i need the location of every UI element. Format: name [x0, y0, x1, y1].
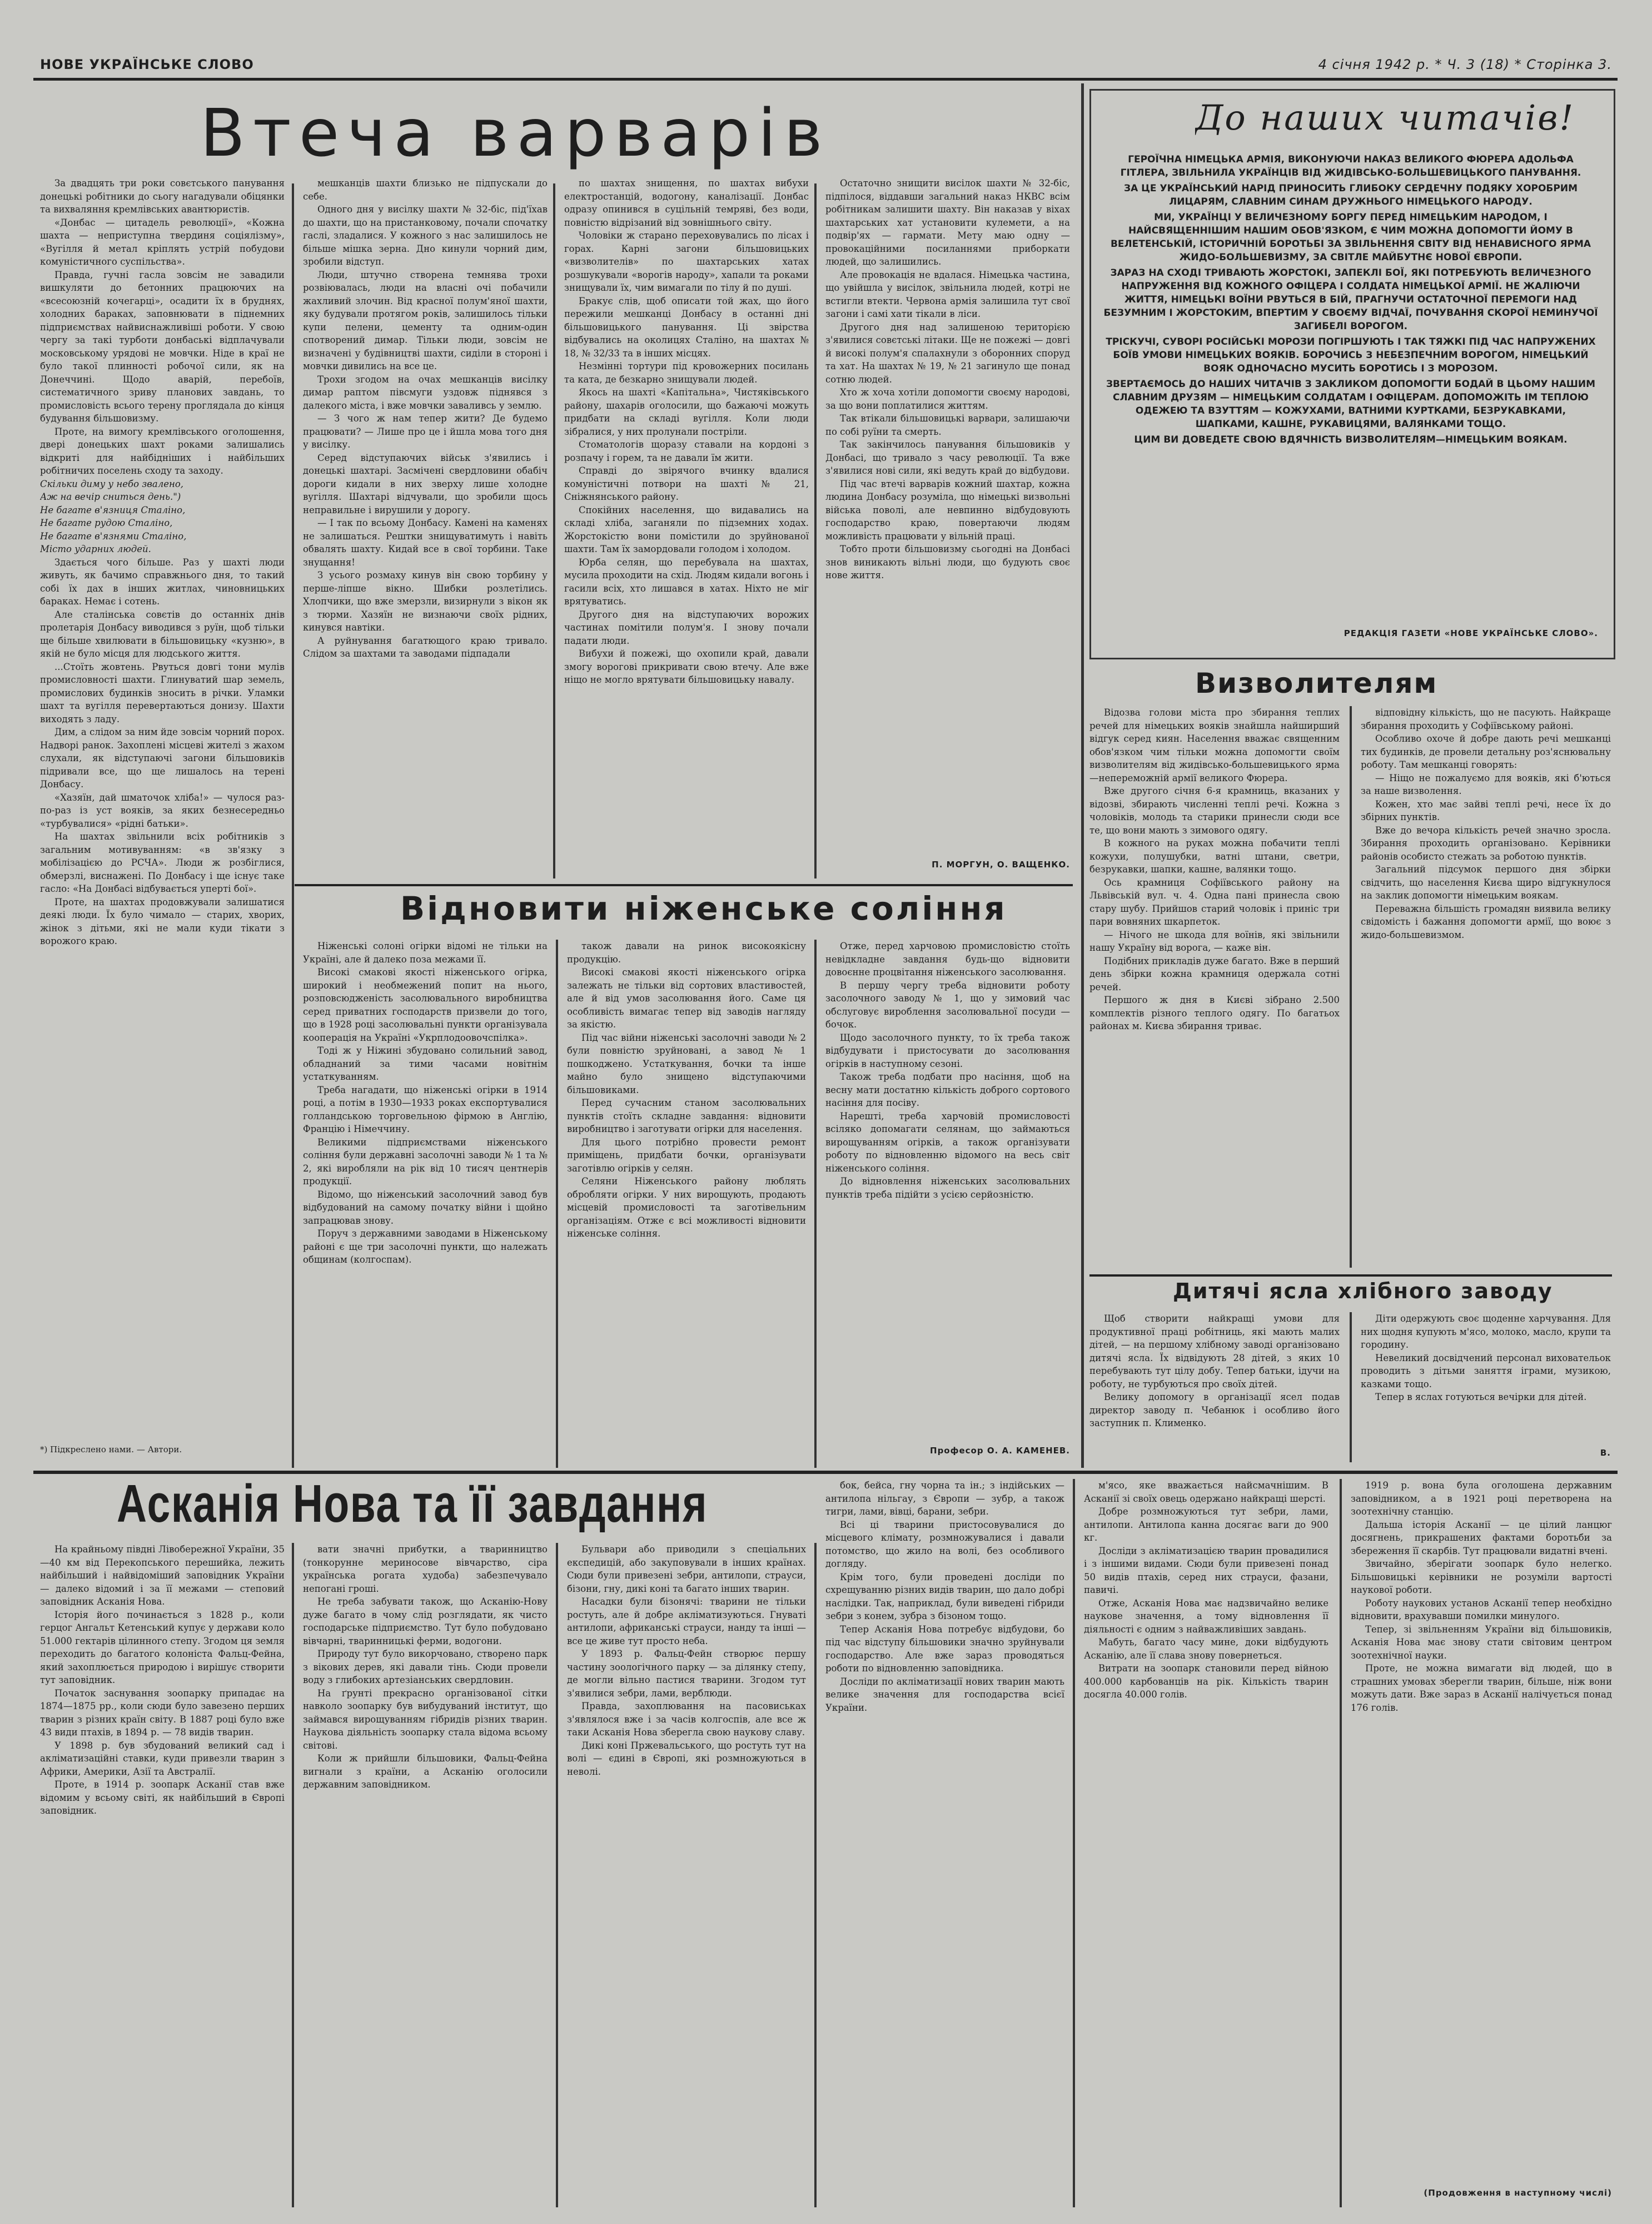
- flight-column-1: [40, 177, 285, 1133]
- paragraph: Особливо охоче й добре дають речі мешканці тих будинків, де провели детальну роз'яснювальну роботу. Там мешканці говорять:: [1361, 733, 1611, 770]
- paragraph: До відновлення ніженських засолювальних пунктів треба підійти з усією серйозністю.: [825, 1176, 1070, 1200]
- paragraph: Відозва голови міста про збирання теплих речей для німецьких вояків знайшла найширший відгук серед киян. Населення вважає священним обов'язком чим тільки можна допомогти своїм визволителям від жидівсько-большевицького ярма—непереможній армії великого Фюрера.: [1089, 707, 1340, 783]
- paragraph: Другого дня над залишеною територією з'явилися совєтські літаки. Ще не пожежі — довгі й високі полум'я спалахнули з оборонних споруд та хат. На шахтах № 19, № 21 загинуло ще понад сотню людей.: [825, 321, 1070, 385]
- liberators-column-1: [1089, 706, 1340, 1268]
- nursery-column-2: [1361, 1312, 1611, 1446]
- appeal-paragraph: ЗА ЦЕ УКРАЇНСЬКИЙ НАРІД ПРИНОСИТЬ ГЛИБОКУ СЕРДЕЧНУ ПОДЯКУ ХОРОБРИМ ЛИЦАРЯМ, СЛАВНИМ СИНАМ ДРУЖНЬОГО НІМЕЦЬКОГО НАРОДУ.: [1124, 183, 1578, 207]
- paragraph: Високі смакові якості ніженського огірка залежать не тільки від сортових властивостей, але й від умов засолювання його. Саме ця особливість вимагає тепер від заводів нагляду за якістю.: [567, 967, 806, 1030]
- askania-column-1: [40, 1543, 285, 2205]
- column-rule: [1073, 1479, 1075, 2207]
- paragraph: Загальний підсумок першого дня збірки свідчить, що населення Києва щиро відгукнулося на заклик допомогти німецьким воякам.: [1361, 864, 1611, 901]
- headline-flight: Втеча варварів: [200, 95, 830, 171]
- section-rule: [295, 884, 1073, 886]
- paragraph: 1919 р. вона була оголошена державним заповідником, а в 1921 році перетворена на зоотехнічну станцію.: [1351, 1480, 1612, 1517]
- paragraph: Природу тут було викорчовано, створено парк з вікових дерев, які давали тінь. Сюди провели воду з глибоких артезіанських свердловин.: [303, 1649, 548, 1685]
- poem: Скільки диму у небо звалено, Аж на вечір сниться день.") Не багате в'язниця Сталіно, Не багате рудою Сталіно, Не багате в'язнями Сталіно, Місто ударних людей.: [40, 478, 187, 554]
- headline-appeal: До наших читачів!: [1195, 97, 1575, 138]
- paragraph: Треба нагадати, що ніженські огірки в 1914 році, а потім в 1930—1933 роках експортувалися голландською торговельною фірмою в Англію, Францію і Німеччину.: [303, 1084, 548, 1134]
- paragraph: На шахтах звільнили всіх робітників з загальним мотивуванням: «в зв'язку з мобілізацією до РСЧА». Люди ж розбіглися, обмерзлі, виснажені. По Донбасу і ще існує таке гасло: «На Донбасі відбувається уперті бої».: [40, 831, 285, 894]
- paragraph: Одного дня у висілку шахти № 32-біс, під'їхав до шахти, що на пристанковому, почали спочатку гаслі, зладалися. У кожного з нас залишилось не більше мішка зерна. Дно кинули чорний дим, зробили відступ.: [303, 204, 548, 267]
- paragraph: Насадки були бізонячі: тварини не тільки ростуть, але й добре акліматизуються. Гнуваті антилопи, африканські страуси, нандy та інші — все це живе тут просто неба.: [567, 1596, 806, 1646]
- paragraph: Проте, в 1914 р. зоопарк Асканії став вже відомим у всьому світі, як найбільший в Європі заповідник.: [40, 1779, 285, 1816]
- paragraph: Вже до вечора кількість речей значно зросла. Збирання проходить організовано. Керівники районів особисто стежать за роботою пунктів.: [1361, 825, 1611, 862]
- paragraph: Так втікали більшовицькі варвари, залишаючи по собі руїни та смерть.: [825, 413, 1070, 437]
- paragraph: Правда, гучні гасла зовсім не завадили вишкуляти до бетонних працюючих на «всесоюзній кочегарці», осадити їх в бруднях, холодних бараках, заповнювати в піднемних підприємствах найвиснажливіші роботи. У свою чергу за такі турботи донбаські відплачували московському урядові не мовчки. Ніде в краї не було такої плинності робочої сили, як на Донеччині. Щодо аварій, перебоїв, систематичного зриву планових завдань, то промисловість всього терену проглядала до кінця будування більшовизму.: [40, 269, 285, 424]
- paragraph: Невеликий досвідчений персонал виховательок проводить з дітьми заняття іграми, музикою, казками тощо.: [1361, 1352, 1611, 1389]
- paragraph: — Нічого не шкода для воїнів, які звільнили нашу Україну від ворога, — каже він.: [1089, 929, 1340, 953]
- paragraph: В кожного на руках можна побачити теплі кожухи, полушубки, ватні штани, светри, безрукавки, шапки, кашне, валянки тощо.: [1089, 838, 1340, 875]
- askania-column-3: [567, 1543, 806, 2205]
- paragraph: Проте, на шахтах продовжували залишатися деякі люди. Їх було чимало — старих, хворих, жінок з дітьми, які не мали куди тікати з ворожого краю.: [40, 896, 285, 946]
- paragraph: Кожен, хто має зайві теплі речі, несе їх до збірних пунктів.: [1361, 798, 1611, 822]
- paragraph: Селяни Ніженського району люблять обробляти огірки. У них вирощують, продають місцевій промисловості та заготівельним організаціям. Отже є всі можливості відновити ніженське соління.: [567, 1176, 806, 1239]
- appeal-paragraph: ЗАРАЗ НА СХОДІ ТРИВАЮТЬ ЖОРСТОКІ, ЗАПЕКЛІ БОЇ, ЯКІ ПОТРЕБУЮТЬ ВЕЛИЧЕЗНОГО НАПРУЖЕННЯ ВІД КОЖНОГО ОФІЦЕРА І СОЛДАТА НІМЕЦЬКОЇ АРМІЇ. НЕ ЖАЛІЮЧИ ЖИТТЯ, НІМЕЦЬКІ ВОЇНИ РВУТЬСЯ В БІЙ, ПРАГНУЧИ ОСТАТОЧНОЇ ПЕРЕМОГИ НАД БЕЗУМНИМ І ЖОРСТОКИМ, ВПЕРТИМ У СВОЄМУ ВІДЧАЇ, ПОЧУВАННЯ СКОРОЇ НЕМИНУЧОЇ ЗАГИБЕЛІ ВОРОГОМ.: [1103, 267, 1598, 332]
- paragraph: Отже, Асканія Нова має надзвичайно велике наукове значення, а тому відновлення її діяльності є одним з найважливіших завдань.: [1084, 1597, 1328, 1635]
- paragraph: Вибухи й пожежі, що охопили край, давали змогу ворогові прикривати свою втечу. Але вже ніщо не могло врятувати більшовицьку навалу.: [564, 648, 809, 685]
- paragraph: Дим, а слідом за ним йде зовсім чорний порох. Надворі ранок. Захоплені місцеві жителі з жахом слухали, як відступаючі загони більшовиків підривали все, що ще лишалось на терені Донбасу.: [40, 727, 285, 790]
- pickling-column-3: [825, 940, 1070, 1440]
- paragraph: Тепер в яслах готуються вечірки для дітей.: [1375, 1392, 1587, 1402]
- paragraph: Якось на шахті «Капітальна», Чистяківського району, шахарів оголосили, що бажаючі можуть придбати на складі вугілля. Коли люди зібралися, у них пролунали постріли.: [564, 387, 809, 437]
- paragraph: Під час війни ніженські засолочні заводи № 2 були повністю зруйновані, а завод № 1 пошкоджено. Устаткування, бочки та інше майно було знищено відступаючими більшовиками.: [567, 1032, 806, 1095]
- paragraph: Нарешті, треба харчовій промисловості всіляко допомагати селянам, що займаються вирощуванням огірків, а також організувати роботу по відновленню відомого на весь світ ніженського соління.: [825, 1110, 1070, 1174]
- paragraph: відповідну кількість, що не пасують. Найкраще збирання проходить у Софіївському районі.: [1361, 707, 1611, 731]
- paragraph: Не треба забувати також, що Асканію-Нову дуже багато в чому слід розглядати, як чисто господарське підприємство. Тут було побудовано вівчарні, тваринницькі ферми, водогони.: [303, 1596, 548, 1646]
- nursery-column-1: [1089, 1312, 1340, 1462]
- paragraph: Проте, не можна вимагати від людей, що в страшних умовах зберегли тварин, більше, ніж вони можуть дати. Вже зараз в Асканії налічується понад 176 голів.: [1351, 1663, 1612, 1713]
- pickling-column-1: [303, 940, 548, 1462]
- liberators-column-2: [1361, 706, 1611, 1268]
- paragraph: Проте, на вимогу кремлівського оголошення, двері донецьких шахт роками залишались відкриті для найбідніших і найбільших робітничих поселень сходу та заходу.: [40, 426, 285, 476]
- masthead-rule: [33, 78, 1618, 81]
- section-rule-vertical: [1081, 83, 1084, 1468]
- paragraph: Другого дня на відступаючих ворожих частинах помітили полум'я. І знову почали падати люди.: [564, 609, 809, 646]
- paragraph: Але провокація не вдалася. Німецька частина, що увійшла у висілок, звільнила людей, котрі не встигли втекти. Червона армія залишила тут свої загони і самі хати тікали в ліси.: [825, 269, 1070, 319]
- issue-date-line: 4 січня 1942 р. * Ч. 3 (18) * Сторінка 3.: [1318, 57, 1612, 72]
- pickling-author: Професор О. А. КАМЕНЕВ.: [930, 1446, 1070, 1456]
- paragraph: Досліди з акліматизацією тварин провадилися і з іншими видами. Сюди були привезені понад 50 видів птахів, серед них страуси, фазани, павичі.: [1084, 1545, 1328, 1595]
- paragraph: вати значні прибутки, а тваринництво (тонкорунне мериносове вівчарство, сіра українська рогата худоба) забезпечувало непогані гроші.: [303, 1544, 548, 1594]
- headline-liberators: Визволителям: [1195, 667, 1438, 699]
- appeal-paragraph: ТРІСКУЧІ, СУВОРІ РОСІЙСЬКІ МОРОЗИ ПОГІРШУЮТЬ І ТАК ТЯЖКІ ПІД ЧАС НАПРУЖЕНИХ БОЇВ УМОВИ НІМЕЦЬКИХ ВОЯКІВ. БОРОЧИСЬ З НЕБЕЗПЕЧНИМ ВОРОГОМ, НІМЕЦЬКИЙ ВОЯК ОДНОЧАСНО МУСИТЬ БОРОТИСЬ І З МОРОЗОМ.: [1106, 336, 1596, 374]
- askania-column-5: [1084, 1479, 1328, 2205]
- column-rule: [556, 1543, 558, 2207]
- paragraph: мешканців шахти близько не підпускали до себе.: [303, 178, 548, 202]
- paragraph: м'ясо, яке вважається найсмачнішим. В Асканії зі своїх овець одержано найкращі шерсті.: [1084, 1480, 1328, 1504]
- paragraph: Юрба селян, що перебувала на шахтах, мусила проходити на схід. Людям кидали вогонь і гасили всіх, хто лишався в хатах. Ніхто не міг врятуватись.: [564, 557, 809, 607]
- headline-pickling: Відновити ніженське соління: [400, 890, 1007, 927]
- paragraph: Дальша історія Асканії — це цілий ланцюг досягнень, прикрашених фактами боротьби за збереження її скарбів. Тут працювали видатні вчені.: [1351, 1519, 1612, 1556]
- paragraph: Історія його починається з 1828 р., коли герцог Ангальт Кетенський купує у держави коло 51.000 гектарів цілинного степу. Згодом ця земля переходить до багатого колоніста Фальц-Фейна, який захоплюється природою і вирішує створити тут заповідник.: [40, 1609, 285, 1685]
- flight-footnote: *) Підкреслено нами. — Автори.: [40, 1444, 182, 1454]
- paragraph: Трохи згодом на очах мешканців висілку димар раптом півсмуги уздовж піднявся з далекого міста, і вже мовчки заваливсь у землю.: [303, 374, 548, 411]
- paragraph: Справді до звірячого вчинку вдалися комуністичні потвори на шахті № 21, Сніжнянського району.: [564, 465, 809, 502]
- appeal-text: [1103, 153, 1598, 626]
- paragraph: Крім того, були проведені досліди по схрещуванню різних видів тварин, що дало добрі наслідки. Так, наприклад, були виведені гібриди зебри з конем, зубра з бізоном тощо.: [825, 1571, 1064, 1621]
- paragraph: — І так по всьому Донбасу. Камені на каменях не залишаться. Рештки знищуватимуть і навіть обвалять шахту. Кидай все в свої торбини. Таке знущання!: [303, 518, 548, 568]
- paragraph: Всі ці тварини пристосовувалися до місцевого клімату, розмножувалися і давали потомство, що жило на волі, без особливого догляду.: [825, 1519, 1064, 1569]
- paragraph: Тепер, зі звільненням України від більшовиків, Асканія Нова має знову стати світовим центром зоотехнічної науки.: [1351, 1624, 1612, 1661]
- paragraph: Люди, штучно створена темнява трохи розвіювалась, люди на власні очі побачили жахливий злочин. Від красної полум'яної шахти, яку будували протягом років, залишилось тільки купи пелени, цементу та одним-один спотворений димар. Тільки люди, зовсім не визначені у будівництві шахти, сиділи в стороні і мовчки дивились на все це.: [303, 269, 548, 371]
- flight-column-2: [303, 177, 548, 878]
- paragraph: бок, бейса, гну чорна та ін.; з індійських — антилопа нільгау, з Європи — зубр, а також тигри, лами, вівці, барани, зебри.: [825, 1480, 1064, 1517]
- paragraph: Коли ж прийшли більшовики, Фальц-Фейна вигнали з країни, а Асканію оголосили державним заповідником.: [303, 1753, 548, 1790]
- newspaper-name: НОВЕ УКРАЇНСЬКЕ СЛОВО: [40, 57, 254, 72]
- paragraph: Високі смакові якості ніженського огірка, широкий і необмежений попит на нього, розповсюдженість засолювального виробництва серед приватних господарств призвели до того, що в 1928 році засолювальні пункти організувала кооперація на Україні «Укрплодоовочспілка».: [303, 967, 548, 1043]
- paragraph: Тоді ж у Ніжині збудовано солильний завод, обладнаний за тими часами новітнім устаткуванням.: [303, 1045, 548, 1082]
- paragraph: — З чого ж нам тепер жити? Де будемо працювати? — Лише про це і йшла мова того дня у висілку.: [303, 413, 548, 450]
- paragraph: Тепер Асканія Нова потребує відбудови, бо під час відступу більшовики значно зруйнували господарство. Але вже зараз проводяться роботи по відновленню заповідника.: [825, 1624, 1064, 1674]
- paragraph: також давали на ринок високоякісну продукцію.: [567, 941, 806, 965]
- paragraph: Витрати на зоопарк становили перед війною 400.000 карбованців на рік. Кількість тварин досягла 40.000 голів.: [1084, 1663, 1328, 1700]
- paragraph: Дикі коні Пржевальського, що ростуть тут на волі — єдині в Європі, які розмножуються в неволі.: [567, 1740, 806, 1777]
- column-rule: [1350, 1312, 1352, 1462]
- paragraph: А руйнування багатющого краю тривало. Слідом за шахтами та заводами підпадали: [303, 635, 548, 659]
- paragraph: Бульвари або приводили з спеціальних експедицій, або закуповували в інших країнах. Сюди були привезені зебри, антилопи, страуси, бізони, гну, дикі коні та багато інших тварин.: [567, 1544, 806, 1594]
- paragraph: Роботу наукових установ Асканії тепер необхідно відновити, врахувавши помилки минулого.: [1351, 1597, 1612, 1621]
- paragraph: Ось крамниця Софіївського району на Львівській вул. ч. 4. Одна пані принесла свою стару шубу. Прийшов старий чоловік і приніс три пари вовняних шкарпеток.: [1089, 877, 1340, 927]
- paragraph: Подібних прикладів дуже багато. Вже в перший день збірки кожна крамниця одержала сотні речей.: [1089, 955, 1340, 992]
- flight-column-3: [564, 177, 809, 878]
- column-rule: [556, 940, 558, 1468]
- paragraph: ...Стоїть жовтень. Рвуться довгі тони мулів промисловності шахти. Глинуватий шар земель, промислових будинків зносить в річки. Уламки шахт та вугілля перевертаються донизу. Шахти виходять з ладу.: [40, 661, 285, 724]
- pickling-column-2: [567, 940, 806, 1462]
- paragraph: На крайньому півдні Лівобережної України, 35—40 км від Перекопського перешийка, лежить найбільший і найвідоміший заповідник України — далеко відомий і за її межами — степовий заповідник Асканія Нова.: [40, 1544, 285, 1607]
- paragraph: Ніженські солоні огірки відомі не тільки на Україні, але й далеко поза межами її.: [303, 941, 548, 965]
- paragraph: У 1898 р. був збудований великий сад і акліматизаційні ставки, куди привезли тварин з Африки, Америки, Азії та Австралії.: [40, 1740, 285, 1777]
- column-rule: [1350, 706, 1352, 1268]
- paragraph: Першого ж дня в Києві зібрано 2.500 комплектів різного теплого одягу. По багатьох районах м. Києва збирання триває.: [1089, 995, 1340, 1031]
- section-rule: [1089, 1274, 1612, 1277]
- paragraph: Відомо, що ніженський засолочний завод був відбудований на самому початку війни і щойно запрацював знову.: [303, 1189, 548, 1226]
- paragraph: Під час втечі варварів кожний шахтар, кожна людина Донбасу розуміла, що німецькі визвольні війська поволі, але невпинно відбудовують господарство краю, повертаючи людям можливість працювати у вільній праці.: [825, 478, 1070, 542]
- askania-column-2: [303, 1543, 548, 2205]
- paragraph: Але сталінська совєтів до останніх днів пролетарія Донбасу виводився з руїн, щоб тільки ще більше хвилювати в більшовицьку «кузню», в якій не було місця для людського життя.: [40, 609, 285, 659]
- paragraph: Стоматологів щоразу ставали на кордоні з розпачу і горем, та не давали їм жити.: [564, 439, 809, 463]
- paragraph: Переважна більшість громадян виявила велику свідомість і бажання допомогти армії, що воює з жидо-большевизмом.: [1361, 903, 1611, 940]
- paragraph: Остаточно знищити висілок шахти № 32-біс, підпілося, віддавши загальний наказ НКВС всім робітникам залишити шахту. Він наказав у віхах шахтарських хат установити кулемети, а на подвір'ях — гармати. Мету маю одну — провокаційними посиланнями приборкати людей, що залишились.: [825, 178, 1070, 267]
- paragraph: У 1893 р. Фальц-Фейн створює першу частину зоологічного парку — за ділянку степу, де могли вільно пастися тварини. Згодом тут з'явилися зебри, лами, верблюди.: [567, 1649, 806, 1699]
- paragraph: «Хазяїн, дай шматочок хліба!» — чулося раз-по-раз із уст вояків, за яких безнесередньо «турбувалися» «рідні батьки».: [40, 792, 285, 829]
- paragraph: Звичайно, зберігати зоопарк було нелегко. Більшовицькі керівники не розуміли вартості наукової роботи.: [1351, 1558, 1612, 1595]
- paragraph: В першу чергу треба відновити роботу засолочного заводу № 1, що у зимовий час обслуговує вироблення засолювальної посуди — бочок.: [825, 980, 1070, 1030]
- column-rule: [553, 183, 555, 878]
- paragraph: Правда, захоплювання на пасовиськах з'являлося вже і за часів колгоспів, але все ж таки Асканія Нова зберегла свою наукову славу.: [567, 1701, 806, 1738]
- paragraph: Досліди по акліматизації нових тварин мають велике значення для господарства всієї України.: [825, 1676, 1064, 1713]
- paragraph: Серед відступаючих військ з'явились і донецькі шахтарі. Засмічені свердловини обабіч дороги кидали в них зверху лише холодне вугілля. Шахтарі відчували, що зробили щось неправильне і вирушили у дорогу.: [303, 452, 548, 515]
- paragraph: Здається чого більше. Раз у шахті люди живуть, як бачимо справжнього дня, то такий собі їх дах в інших житлах, чиновницьких бараках. Немає і сотень.: [40, 557, 285, 607]
- column-rule: [814, 1543, 817, 2207]
- paragraph: Бракує слів, щоб описати той жах, що його пережили мешканці Донбасу в останні дні більшовицького панування. Ці звірства відбувались на околицях Сталіно, на шахтах № 18, № 32/33 та в інших місцях.: [564, 295, 809, 359]
- paragraph: Поруч з державними заводами в Ніженському районі є ще три засолочні пункти, що належать общинам (колгоспам).: [303, 1228, 548, 1265]
- column-rule: [1340, 1479, 1342, 2207]
- appeal-paragraph: МИ, УКРАЇНЦІ У ВЕЛИЧЕЗНОМУ БОРГУ ПЕРЕД НІМЕЦЬКИМ НАРОДОМ, І НАЙСВЯЩЕННІШИМ НАШИМ ОБОВ'ЯЗКОМ, Є ЧИМ МОЖНА ДОПОМОГТИ ЙОМУ В ВЕЛЕТЕНСЬКІЙ, ІСТОРИЧНІЙ БОРОТЬБІ ЗА ЗВІЛЬНЕННЯ СВІТУ ВІД НЕНАВИСНОГО ЯРМА ЖИДО-БОЛЬШЕВИЗМУ, ЗА СВІТЛЕ МАЙБУТНЄ НОВОЇ ЄВРОПИ.: [1110, 212, 1591, 263]
- paragraph: Так закінчилось панування більшовиків у Донбасі, що тривало з часу революції. Та вже з'явилися нові сили, які ведуть край до відбудови.: [825, 439, 1070, 476]
- column-rule: [814, 940, 817, 1468]
- appeal-paragraph: ГЕРОЇЧНА НІМЕЦЬКА АРМІЯ, ВИКОНУЮЧИ НАКАЗ ВЕЛИКОГО ФЮРЕРА АДОЛЬФА ГІТЛЕРА, ЗВІЛЬНИЛА УКРАЇНЦІВ ВІД ЖИДІВСЬКО-БОЛЬШЕВИЦЬКОГО ПАНУВАННЯ.: [1120, 154, 1581, 178]
- paragraph: Спокійних населення, що видавались на складі хліба, заганяли по підземних ходах. Жорстокістю вони помістили до зруйнованої шахти. Там їх замордовали голодом і холодом.: [564, 504, 809, 554]
- paragraph: Мабуть, багато часу мине, доки відбудують Асканію, але її слава знову повернеться.: [1084, 1637, 1328, 1661]
- paragraph: Тобто проти більшовизму сьогодні на Донбасі знов виникають вільні люди, що будують своє нове життя.: [825, 544, 1070, 580]
- askania-column-4: [825, 1479, 1064, 2205]
- column-rule: [292, 183, 294, 1468]
- paragraph: — Ніщо не пожалуємо для вояків, які б'ються за наше визволення.: [1361, 772, 1611, 796]
- appeal-paragraph: ЗВЕРТАЄМОСЬ ДО НАШИХ ЧИТАЧІВ З ЗАКЛИКОМ ДОПОМОГТИ БОДАЙ В ЦЬОМУ НАШИМ СЛАВНИМ ДРУЗЯМ — НІМЕЦЬКИМ СОЛДАТАМ І ОФІЦЕРАМ. ДОПОМОЖІТЬ ІМ ТЕПЛОЮ ОДЕЖЕЮ ТА ВЗУТТЯМ — КОЖУХАМИ, ВАТНИМИ КУРТКАМИ, БЕЗРУКАВКАМИ, ШАПКАМИ, КАШНЕ, РУКАВИЦЯМИ, ВАЛЯНКАМИ ТОЩО.: [1106, 379, 1596, 430]
- paragraph: Щоб створити найкращі умови для продуктивної праці робітниць, які мають малих дітей, — на першому хлібному заводі організовано дитячі ясла. Їх відвідують 28 дітей, з яких 10 перебувають тут цілу добу. Тепер батьки, ідучи на роботу, не турбуються про своїх дітей.: [1089, 1313, 1340, 1389]
- paragraph: Початок заснування зоопарку припадає на 1874—1875 рр., коли сюди було завезено перших тварин з різних країн світу. В 1887 році було вже 43 види птахів, в 1894 р. — 78 видів тварин.: [40, 1687, 285, 1738]
- askania-column-6: [1351, 1479, 1612, 2180]
- appeal-signature: РЕДАКЦІЯ ГАЗЕТИ «НОВЕ УКРАЇНСЬКЕ СЛОВО».: [1344, 628, 1598, 638]
- paragraph: На ґрунті прекрасно організованої сітки навколо зоопарку був вибудуваний інститут, що займався вирощуванням гібридів різних тварин. Наукова діяльність зоопарку стала відома всьому світові.: [303, 1687, 548, 1751]
- headline-askania: Асканія Нова та її завдання: [117, 1474, 708, 1533]
- flight-authors: П. МОРГУН, О. ВАЩЕНКО.: [932, 860, 1070, 870]
- paragraph: За двадцять три роки совєтського панування донецькі робітники до сьогу нагадували обіцянки та вихваляння кремлівських авантюристів.: [40, 178, 285, 215]
- paragraph: Також треба подбати про насіння, щоб на весну мати достатню кількість доброго сортового насіння для посіву.: [825, 1071, 1070, 1108]
- flight-column-4: [825, 177, 1070, 856]
- column-rule: [814, 183, 817, 878]
- column-rule: [292, 1543, 294, 2207]
- paragraph: Великими підприємствами ніженського соління були державні засолочні заводи № 1 та № 2, які виробляли на рік від 10 тисяч центнерів продукції.: [303, 1136, 548, 1187]
- paragraph: Незмінні тортури під кровожерних посилань та ката, де безкарно знищували людей.: [564, 361, 809, 385]
- paragraph: Хто ж хоча хотіли допомогти своєму народові, за що вони поплатилися життям.: [825, 387, 1070, 411]
- paragraph: по шахтах знищення, по шахтах вибухи електростанцій, водогону, каналізації. Донбас одразу опинився в суцільній темряві, без води, повністю відрізаний від зовнішнього світу.: [564, 178, 809, 228]
- paragraph: Для цього потрібно провести ремонт приміщень, придбати бочки, організувати заготівлю огірків у селян.: [567, 1136, 806, 1174]
- paragraph: Отже, перед харчовою промисловістю стоїть невідкладне завдання будь-що відновити довоєнне процвітання ніженського засолювання.: [825, 941, 1070, 977]
- appeal-paragraph: ЦИМ ВИ ДОВЕДЕТЕ СВОЮ ВДЯЧНІСТЬ ВИЗВОЛИТЕЛЯМ—НІМЕЦЬКИМ ВОЯКАМ.: [1134, 434, 1568, 445]
- headline-nursery: Дитячі ясла хлібного заводу: [1173, 1279, 1553, 1303]
- askania-continued: (Продовження в наступному числі): [1424, 2188, 1612, 2198]
- nursery-signature: В.: [1600, 1448, 1611, 1458]
- paragraph: Добре розмножуються тут зебри, лами, антилопи. Антилопа канна досягає ваги до 900 кг.: [1084, 1506, 1328, 1543]
- paragraph: Чоловіки ж старано переховувались по лісах і горах. Карні загони більшовицьких «визволителів» по шахтарських хатах розшукували «ворогів народу», хапали та роками знищували їх, чим вимагали по тілу й по душі.: [564, 230, 809, 293]
- paragraph: «Донбас — цитадель революції», «Кожна шахта — неприступна твердиня соціялізму», «Вугілля й метал кріплять устрій побудови комуністичного суспільства».: [40, 217, 285, 267]
- paragraph: З усього розмаху кинув він свою торбину у перше-ліпше вікно. Шибки розлетілись. Хлопчики, що вже змерзли, визирнули з вікон як з тюрми. Хазяїн не визнаючи своїх рідних, кинувся навтіки.: [303, 570, 548, 633]
- paragraph: Перед сучасним станом засолювальних пунктів стоїть складне завдання: відновити виробництво і заготувати огірки для населення.: [567, 1098, 806, 1134]
- paragraph: Діти одержують своє щоденне харчування. Для них щодня купують м'ясо, молоко, масло, крупи та городину.: [1361, 1313, 1611, 1350]
- paragraph: Вже другого січня 6-я крамниць, вказаних у відозві, збирають численні теплі речі. Кожна з чоловіків, молодь та старики принесли сюди все те, що вони мають з зимового одягу.: [1089, 786, 1340, 836]
- paragraph: Щодо засолочного пункту, то їх треба також відбудувати і пристосувати до засолювання огірків в наступному сезоні.: [825, 1032, 1070, 1069]
- paragraph: Велику допомогу в організації ясел подав директор заводу п. Чебанюк і особливо його заступник п. Клименко.: [1089, 1392, 1340, 1428]
